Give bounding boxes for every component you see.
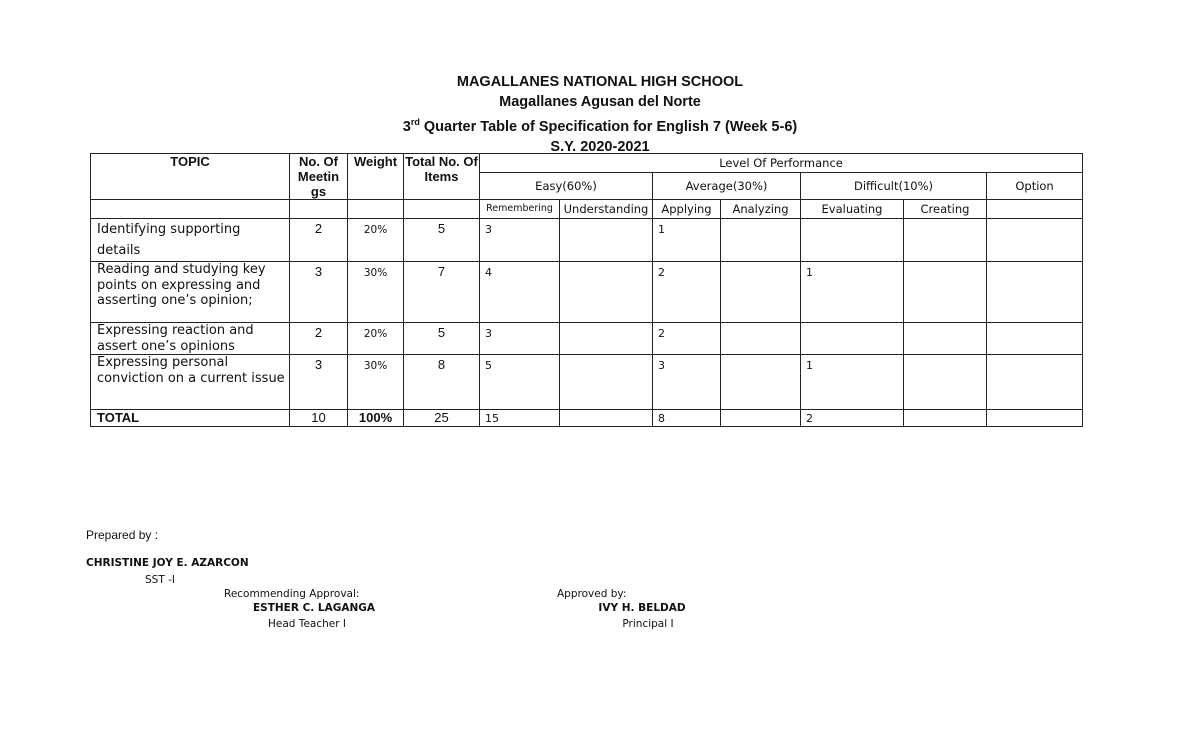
total-evaluating: 2	[801, 410, 904, 427]
blank-cell	[987, 200, 1083, 219]
table-row	[91, 355, 1083, 410]
header-option: Option	[987, 173, 1083, 200]
applying-cell: 2	[653, 323, 721, 355]
applying-cell: 1	[653, 219, 721, 262]
header-level-of-performance: Level Of Performance	[480, 154, 1083, 173]
header-total-items: Total No. Of Items	[404, 154, 480, 200]
option-cell	[987, 219, 1083, 262]
understanding-cell	[560, 355, 653, 410]
understanding-cell	[560, 219, 653, 262]
items-cell: 5	[404, 219, 480, 262]
total-items: 25	[404, 410, 480, 427]
header-creating: Creating	[904, 200, 987, 219]
approver-title: Principal I	[622, 618, 674, 630]
quarter-ordinal: rd	[410, 117, 420, 127]
blank-cell	[721, 410, 801, 427]
option-cell	[987, 355, 1083, 410]
total-meetings: 10	[290, 410, 348, 427]
blank-cell	[290, 200, 348, 219]
remembering-cell: 3	[480, 219, 560, 262]
items-cell: 8	[404, 355, 480, 410]
document-title	[0, 112, 1200, 137]
remembering-cell: 3	[480, 323, 560, 355]
option-cell	[987, 262, 1083, 323]
weight-cell: 20%	[348, 219, 404, 262]
analyzing-cell	[721, 219, 801, 262]
blank-cell	[404, 200, 480, 219]
school-location: Magallanes Agusan del Norte	[499, 94, 701, 110]
preparer-name: CHRISTINE JOY E. AZARCON	[86, 557, 249, 569]
recommender-name: ESTHER C. LAGANGA	[252, 602, 376, 614]
total-weight: 100%	[348, 410, 404, 427]
header-easy: Easy(60%)	[480, 173, 653, 200]
remembering-cell: 4	[480, 262, 560, 323]
header-applying: Applying	[653, 200, 721, 219]
table-row	[91, 323, 1083, 355]
document-header	[0, 72, 1200, 157]
approved-by-label: Approved by:	[557, 588, 627, 600]
evaluating-cell: 1	[801, 262, 904, 323]
header-evaluating: Evaluating	[801, 200, 904, 219]
header-remembering: Remembering	[480, 200, 560, 219]
weight-cell: 30%	[348, 355, 404, 410]
evaluating-cell	[801, 323, 904, 355]
total-applying: 8	[653, 410, 721, 427]
recommender-title: Head Teacher I	[268, 618, 346, 630]
total-row	[91, 410, 1083, 427]
header-weight: Weight	[348, 154, 404, 200]
creating-cell	[904, 262, 987, 323]
header-average: Average(30%)	[653, 173, 801, 200]
analyzing-cell	[721, 355, 801, 410]
meetings-cell: 2	[290, 219, 348, 262]
weight-cell: 30%	[348, 262, 404, 323]
blank-cell	[560, 410, 653, 427]
evaluating-cell: 1	[801, 355, 904, 410]
topic-cell: Expressing reaction and assert one’s opinions	[91, 323, 290, 355]
total-remembering: 15	[480, 410, 560, 427]
school-year: S.Y. 2020-2021	[550, 139, 650, 155]
prepared-by-label: Prepared by :	[86, 528, 159, 542]
specification-table	[90, 153, 1083, 427]
approver-name: IVY H. BELDAD	[598, 602, 686, 614]
applying-cell: 3	[653, 355, 721, 410]
understanding-cell	[560, 262, 653, 323]
creating-cell	[904, 323, 987, 355]
table-row	[91, 219, 1083, 262]
option-cell	[987, 323, 1083, 355]
school-name: MAGALLANES NATIONAL HIGH SCHOOL	[456, 74, 744, 90]
analyzing-cell	[721, 323, 801, 355]
understanding-cell	[560, 323, 653, 355]
topic-cell: Expressing personal conviction on a current issue	[91, 355, 290, 410]
creating-cell	[904, 219, 987, 262]
preparer-title: SST -I	[145, 574, 175, 586]
header-difficult: Difficult(10%)	[801, 173, 987, 200]
weight-cell: 20%	[348, 323, 404, 355]
header-understanding: Understanding	[560, 200, 653, 219]
evaluating-cell	[801, 219, 904, 262]
quarter-number: 3	[402, 119, 411, 135]
analyzing-cell	[721, 262, 801, 323]
blank-cell	[91, 200, 290, 219]
creating-cell	[904, 355, 987, 410]
applying-cell: 2	[653, 262, 721, 323]
table-row	[91, 262, 1083, 323]
remembering-cell: 5	[480, 355, 560, 410]
blank-cell	[904, 410, 987, 427]
items-cell: 5	[404, 323, 480, 355]
meetings-cell: 3	[290, 262, 348, 323]
topic-cell: Reading and studying key points on expressing and asserting one’s opinion;	[91, 262, 290, 323]
header-analyzing: Analyzing	[721, 200, 801, 219]
blank-cell	[987, 410, 1083, 427]
topic-cell: Identifying supporting details	[91, 219, 290, 262]
blank-cell	[348, 200, 404, 219]
meetings-cell: 3	[290, 355, 348, 410]
header-meetings: No. Of Meetin gs	[290, 154, 348, 200]
header-topic: TOPIC	[91, 154, 290, 200]
title-text: Quarter Table of Specification for English 7 (Week 5-6)	[419, 119, 798, 135]
items-cell: 7	[404, 262, 480, 323]
recommending-approval-label: Recommending Approval:	[224, 588, 360, 600]
total-label: TOTAL	[91, 410, 290, 427]
meetings-cell: 2	[290, 323, 348, 355]
